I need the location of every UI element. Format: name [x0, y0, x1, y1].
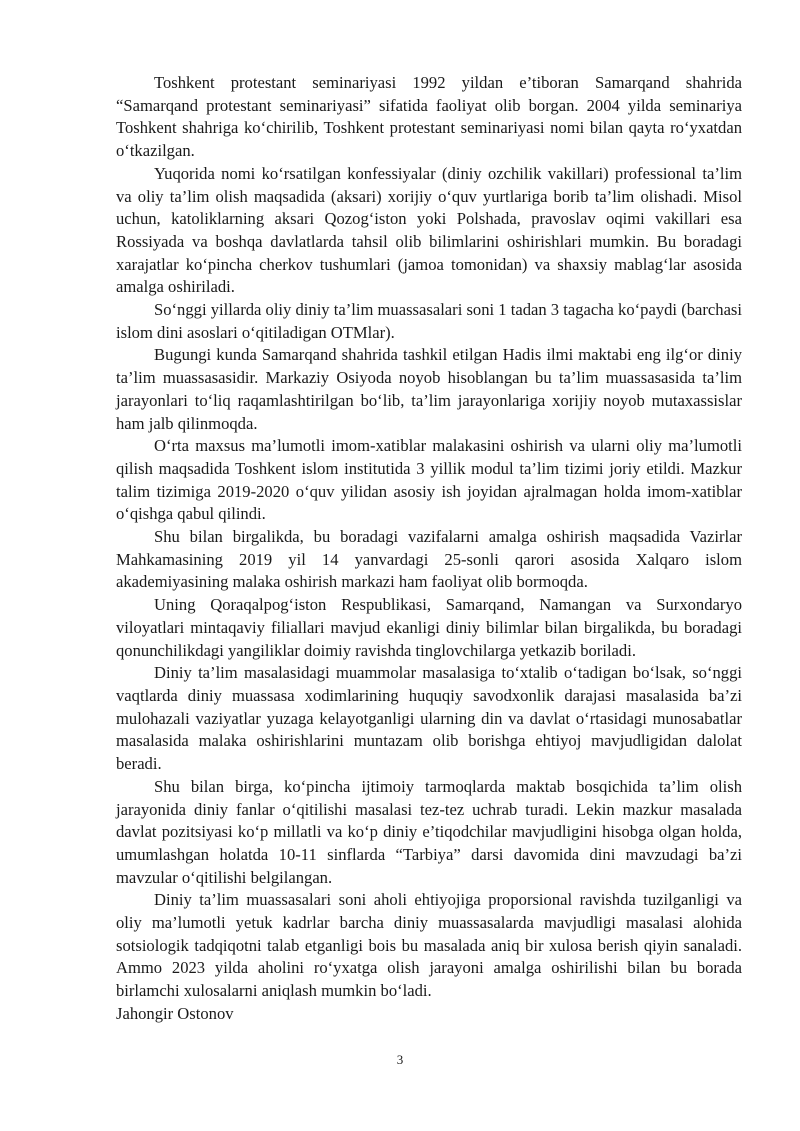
paragraph: So‘nggi yillarda oliy diniy ta’lim muassasalari soni 1 tadan 3 tagacha ko‘paydi (barchasi islom dini asoslari o‘qitiladigan OTMlar). — [116, 300, 743, 342]
paragraph: Bugungi kunda Samarqand shahrida tashkil etilgan Hadis ilmi maktabi eng ilg‘or diniy ta’lim muassasasidir. Markaziy Osiyoda noyob hisoblangan bu ta’lim muassasasida ta’lim jarayonlari to‘liq raqamlashtirilgan bo‘lib, ta’lim jarayonlariga xorijiy noyob mutaxassislar ham jalb qilinmoqda. — [116, 345, 742, 433]
paragraph: Yuqorida nomi ko‘rsatilgan konfessiyalar (diniy ozchilik vakillari) professional ta’lim va oliy ta’lim olish maqsadida (aksari) xorijiy o‘quv yurtlariga borib ta’lim olishadi. Misol uchun, katoliklarning aksari Qozog‘iston yoki Polshada, pravoslav oqimi vakillari esa Rossiyada va boshqa davlatlarda tahsil olib bilimlarini oshirishlari mumkin. Bu boradagi xarajatlar ko‘pincha cherkov tushumlari (jamoa tomonidan) va shaxsiy mablag‘lar asosida amalga oshiriladi. — [116, 163, 742, 297]
paragraph: Shu bilan birga, ko‘pincha ijtimoiy tarmoqlarda maktab bosqichida ta’lim olish jarayonida diniy fanlar o‘qitilishi masalasi tez-tez uchrab turadi. Lekin mazkur masalada davlat pozitsiyasi ko‘p millatli va ko‘p diniy e’tiqodchilar mavjudligini hisobga olgan holda, umumlashgan holatda 10-11 sinflarda “Tarbiya” darsi davomida dini mavzudagi ba’zi mavzular o‘qitilishi belgilangan. — [116, 776, 742, 887]
paragraph: O‘rta maxsus ma’lumotli imom-xatiblar malakasini oshirish va ularni oliy ma’lumotli qilish maqsadida Toshkent islom institutida 3 yillik modul ta’lim tizimi joriy etildi. Mazkur talim tizimiga 2019-2020 o‘quv yilidan asosiy ish joyidan ajralmagan holda imom-xatiblar o‘qishga qabul qilindi. — [116, 436, 742, 524]
document-body — [116, 72, 742, 1026]
paragraph: Shu bilan birgalikda, bu boradagi vazifalarni amalga oshirish maqsadida Vazirlar Mahkamasining 2019 yil 14 yanvardagi 25-sonli qarori asosida Xalqaro islom akademiyasining malaka oshirish markazi ham faoliyat olib bormoqda. — [116, 527, 742, 592]
page-number: 3 — [396, 1052, 404, 1067]
paragraph: Toshkent protestant seminariyasi 1992 yildan e’tiboran Samarqand shahrida “Samarqand protestant seminariyasi” sifatida faoliyat olib borgan. 2004 yilda seminariya Toshkent shahriga ko‘chirilib, Toshkent protestant seminariyasi nomi bilan qayta ro‘yxatdan o‘tkazilgan. — [116, 73, 742, 161]
author-signature: Jahongir Ostonov — [116, 1003, 234, 1023]
paragraph: Uning Qoraqalpog‘iston Respublikasi, Samarqand, Namangan va Surxondaryo viloyatlari mintaqaviy filiallari mavjud ekanligi diniy bilimlar bilan birgalikda, bu boradagi qonunchilikdagi yangiliklar doimiy ravishda tinglovchilarga yetkazib boriladi. — [116, 595, 742, 660]
paragraph: Diniy ta’lim muassasalari soni aholi ehtiyojiga proporsional ravishda tuzilganligi va oliy ma’lumotli yetuk kadrlar barcha diniy muassasalarda mavjudligi masalasi alohida sotsiologik tadqiqotni talab etganligi bois bu masalada aniq bir xulosa berish qiyin sanaladi. Ammo 2023 yilda aholini ro‘yxatga olish jarayoni amalga oshirilishi bilan bu borada birlamchi xulosalarni aniqlash mumkin bo‘ladi. — [116, 890, 742, 1001]
paragraph: Diniy ta’lim masalasidagi muammolar masalasiga to‘xtalib o‘tadigan bo‘lsak, so‘nggi vaqtlarda diniy muassasa xodimlarining huquqiy savodxonlik darajasi masalasida ba’zi mulohazali vaziyatlar yuzaga kelayotganligi ularning din va davlat o‘rtasidagi munosabatlar masalasida malaka oshirishlarini muntazam olib borishga ehtiyoj mavjudligidan dalolat beradi. — [116, 663, 742, 774]
